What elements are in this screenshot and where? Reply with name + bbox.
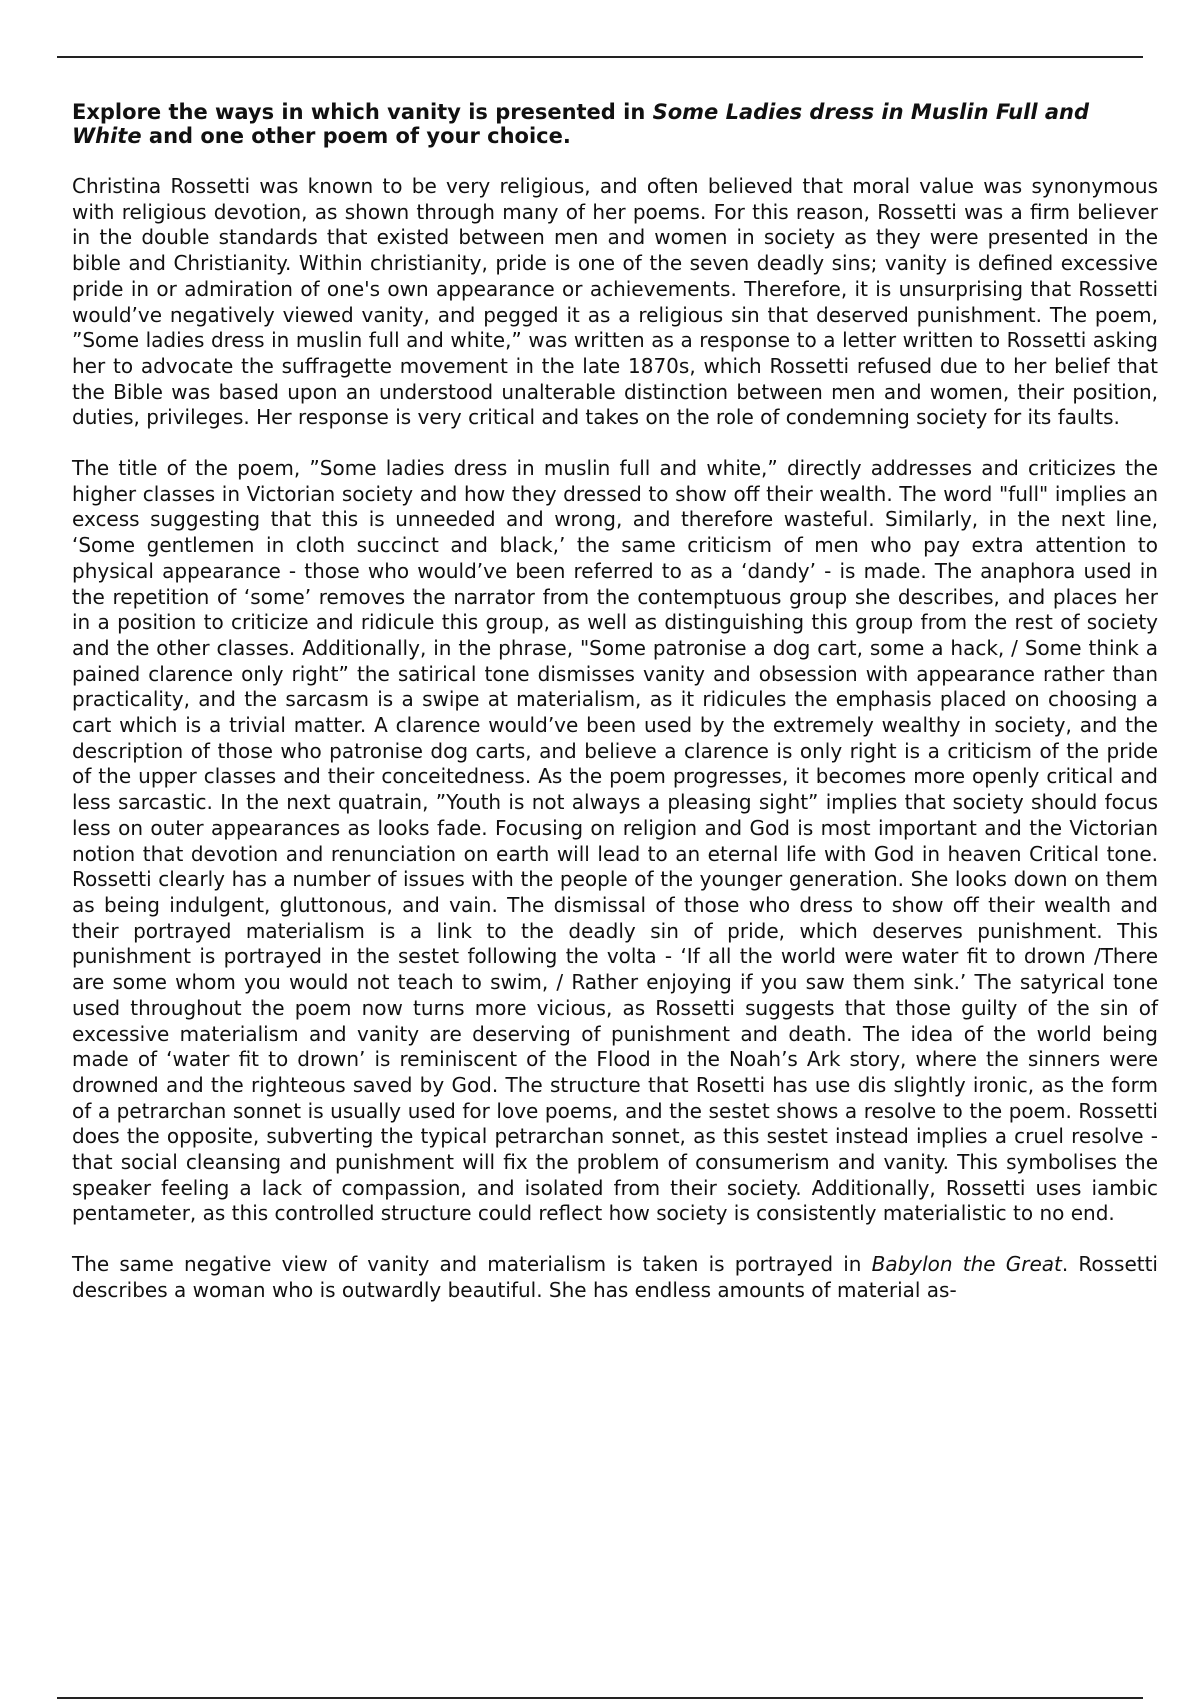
top-rule xyxy=(57,56,1143,58)
essay-question-poem-title: Some Ladies dress in Muslin Full and White xyxy=(72,100,1089,148)
paragraph-intro: Christina Rossetti was known to be very religious, and often believed that moral value was synonymous with religious devotion, as shown through many of her poems. For this reason, Rossetti was a firm believer in the double standards that existed between men and women in society as they were presented in the bible and Christianity. Within christianity, pride is one of the seven deadly sins; vanity is defined excessive pride in or admiration of one's own appearance or achievements. Therefore, it is unsurprising that Rossetti would’ve negatively viewed vanity, and pegged it as a religious sin that deserved punishment. The poem, ”Some ladies dress in muslin full and white,” was written as a response to a letter written to Rossetti asking her to advocate the suffragette movement in the late 1870s, which Rossetti refused due to her belief that the Bible was based upon an understood unalterable distinction between men and women, their position, duties, privileges. Her response is very critical and takes on the role of condemning society for its faults. xyxy=(72,174,1158,430)
bottom-rule xyxy=(57,1697,1143,1699)
essay-question-suffix: and one other poem of your choice. xyxy=(141,124,571,148)
paragraph-comparison xyxy=(72,1252,1158,1303)
comparison-prefix: The same negative view of vanity and materialism is taken is portrayed in xyxy=(72,1252,872,1277)
essay-question xyxy=(72,100,1158,148)
paragraph-analysis: The title of the poem, ”Some ladies dress in muslin full and white,” directly addresses and criticizes the higher classes in Victorian society and how they dressed to show off their wealth. The word "full" implies an excess suggesting that this is unneeded and wrong, and therefore wasteful. Similarly, in the next line, ‘Some gentlemen in cloth succinct and black,’ the same criticism of men who pay extra attention to physical appearance - those who would’ve been referred to as a ‘dandy’ - is made. The anaphora used in the repetition of ‘some’ removes the narrator from the contemptuous group she describes, and places her in a position to criticize and ridicule this group, as well as distinguishing this group from the rest of society and the other classes. Additionally, in the phrase, "Some patronise a dog cart, some a hack, / Some think a pained clarence only right” the satirical tone dismisses vanity and obsession with appearance rather than practicality, and the sarcasm is a swipe at materialism, as it ridicules the emphasis placed on choosing a cart which is a trivial matter. A clarence would’ve been used by the extremely wealthy in society, and the description of those who patronise dog carts, and believe a clarence is only right is a criticism of the pride of the upper classes and their conceitedness. As the poem progresses, it becomes more openly critical and less sarcastic. In the next quatrain, ”Youth is not always a pleasing sight” implies that society should focus less on outer appearances as looks fade. Focusing on religion and God is most important and the Victorian notion that devotion and renunciation on earth will lead to an eternal life with God in heaven Critical tone. Rossetti clearly has a number of issues with the people of the younger generation. She looks down on them as being indulgent, gluttonous, and vain. The dismissal of those who dress to show off their wealth and their portrayed materialism is a link to the deadly sin of pride, which deserves punishment. This punishment is portrayed in the sestet following the volta - ‘If all the world were water fit to drown /There are some whom you would not teach to swim, / Rather enjoying if you saw them sink.’ The satyrical tone used throughout the poem now turns more vicious, as Rossetti suggests that those guilty of the sin of excessive materialism and vanity are deserving of punishment and death. The idea of the world being made of ‘water fit to drown’ is reminiscent of the Flood in the Noah’s Ark story, where the sinners were drowned and the righteous saved by God. The structure that Rosetti has use dis slightly ironic, as the form of a petrarchan sonnet is usually used for love poems, and the sestet shows a resolve to the poem. Rossetti does the opposite, subverting the typical petrarchan sonnet, as this sestet instead implies a cruel resolve - that social cleansing and punishment will fix the problem of consumerism and vanity. This symbolises the speaker feeling a lack of compassion, and isolated from their society. Additionally, Rossetti uses iambic pentameter, as this controlled structure could reflect how society is consistently materialistic to no end. xyxy=(72,456,1158,1226)
document-body xyxy=(72,100,1158,1304)
essay-question-prefix: Explore the ways in which vanity is presented in xyxy=(72,100,653,124)
comparison-suffix: . Rossetti describes a woman who is outwardly beautiful. She has endless amounts of material as- xyxy=(72,1252,1158,1302)
comparison-poem-title: Babylon the Great xyxy=(871,1252,1062,1277)
